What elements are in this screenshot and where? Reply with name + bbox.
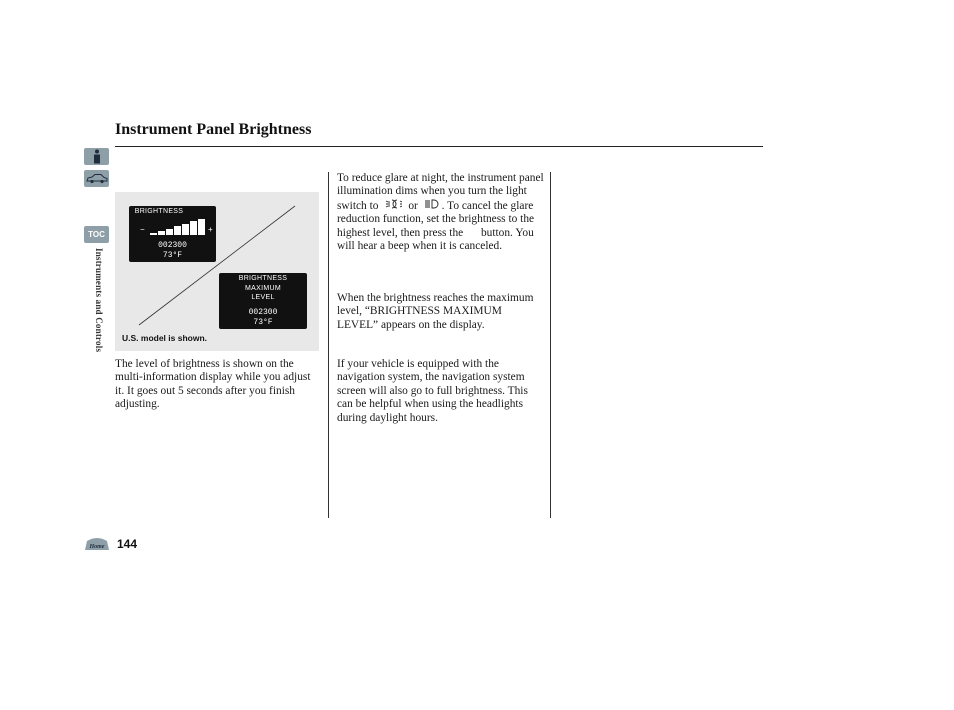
headlight-icon [424,199,440,213]
middle-paragraph-3: If your vehicle is equipped with the navigation system, the navigation system screen will also go to full brightness. This can be helpful when using the headlights during daylight hours. [337,358,528,424]
svg-text:Home: Home [89,544,105,550]
display2-maximum: MAXIMUM [245,285,281,292]
figure-caption: U.S. model is shown. [122,333,208,343]
toc-label: TOC [88,230,105,239]
left-paragraph: The level of brightness is shown on the multi-information display while you adjust it. It goes out 5 seconds after you finish adjusting. [115,358,311,411]
home-icon [84,537,110,551]
display1-title: BRIGHTNESS [134,208,184,215]
glare-text-part3: button. You will hear a beep when it is canceled. [337,226,534,253]
brightness-bars [149,218,207,236]
parking-light-icon [385,199,405,213]
page-title: Instrument Panel Brightness [115,121,312,138]
display1-temperature: 73°F [162,251,183,260]
section-label: Instruments and Controls [94,248,104,353]
middle-paragraph-2: When the brightness reaches the maximum level, “BRIGHTNESS MAXIMUM LEVEL” appears on the display. [337,292,534,331]
info-button[interactable] [84,148,109,165]
home-button[interactable] [84,537,110,551]
title-divider [115,146,763,147]
or-text: or [408,199,418,212]
info-icon [91,149,103,164]
middle-paragraph-1 [337,172,544,253]
toc-button[interactable] [84,226,109,243]
glare-text-part1: To reduce glare at night, the instrument panel illumination dims when you turn the light switch to [337,172,544,212]
car-icon [86,173,108,184]
glare-text-part2: . To cancel the glare reduction function, set the brightness to the highest level, then press the [337,199,535,239]
brightness-display-maximum [219,273,307,329]
display1-odometer: 002300 [158,241,187,250]
vehicle-index-button[interactable] [84,170,109,187]
brightness-figure [115,192,319,351]
display2-temperature: 73°F [253,318,273,327]
brightness-display-adjusting [129,206,216,262]
column-divider-right [550,172,551,518]
display2-level: LEVEL [251,294,275,301]
display2-title: BRIGHTNESS [238,275,288,282]
display2-odometer: 002300 [248,308,278,317]
minus-symbol: − [140,225,145,234]
page-number: 144 [117,537,138,551]
plus-symbol: + [208,225,213,234]
column-divider-left [328,172,329,518]
